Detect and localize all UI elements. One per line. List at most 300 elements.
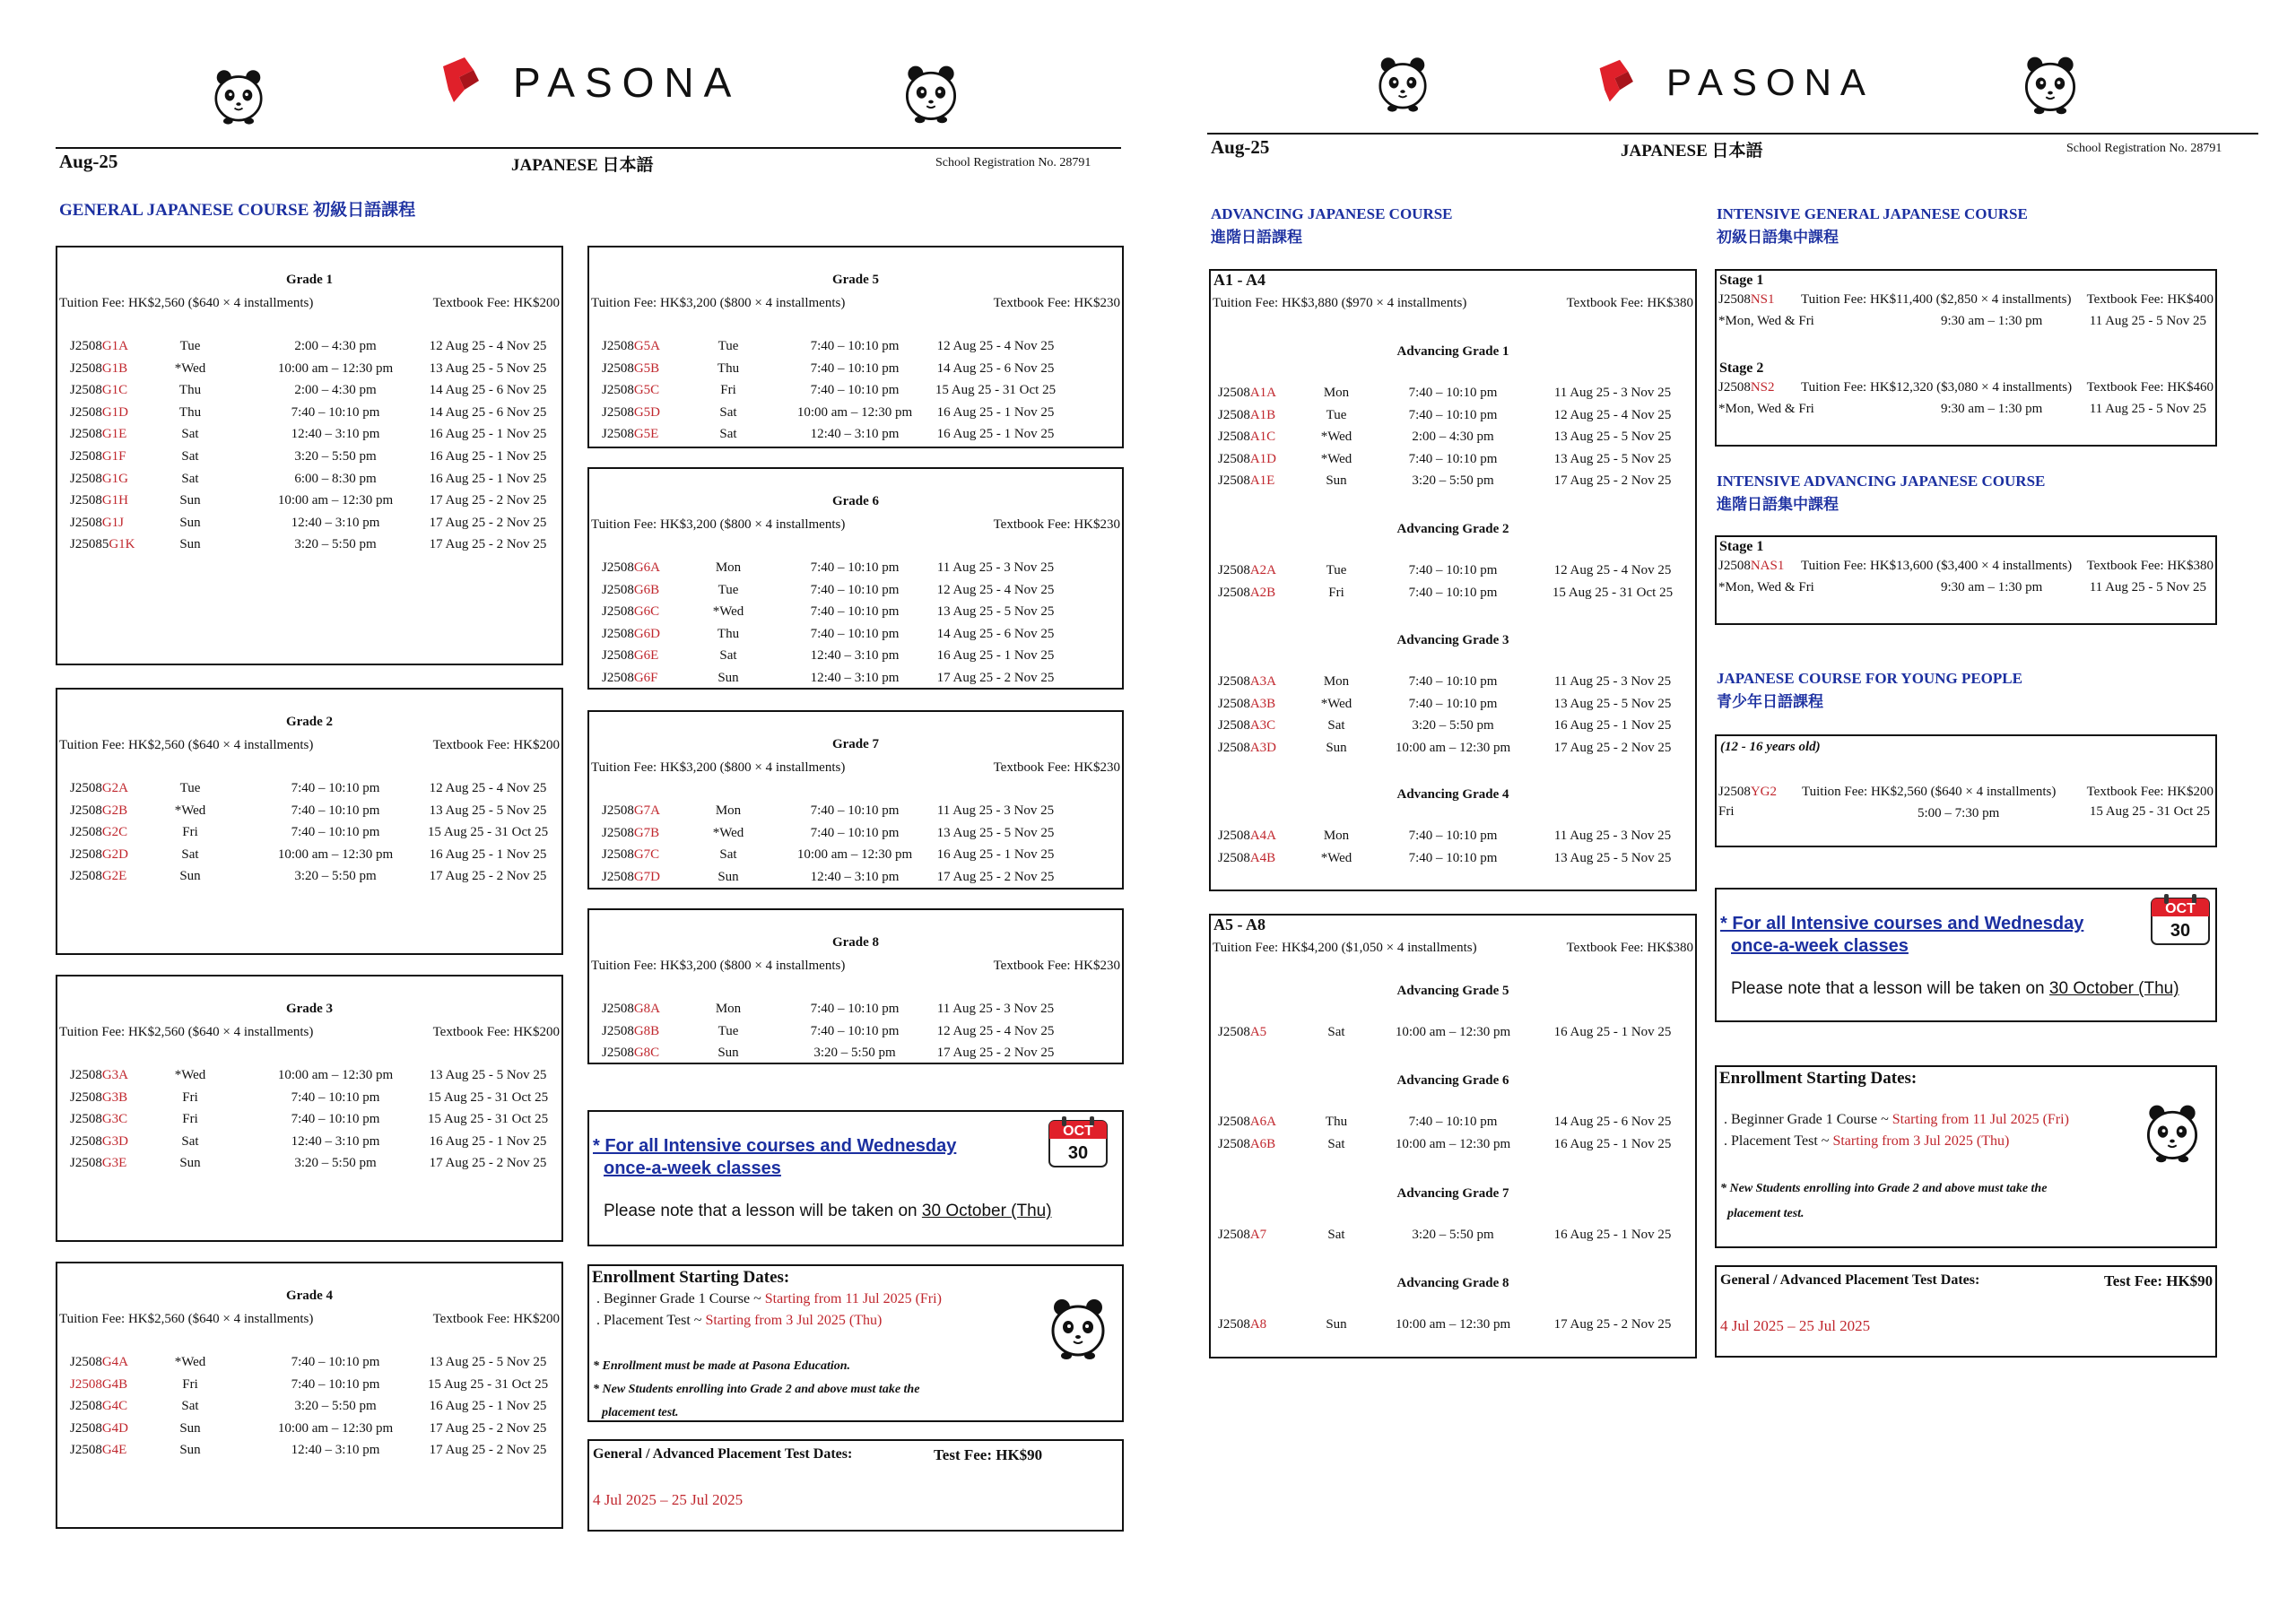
class-day: Sun [179, 869, 201, 884]
panda-writing-icon [2016, 48, 2084, 122]
class-day: Sun [179, 537, 201, 552]
panda-writing-icon [2138, 1098, 2206, 1169]
class-dates: 15 Aug 25 - 31 Oct 25 [427, 1376, 549, 1392]
class-code [1218, 1025, 1266, 1040]
notice-box [587, 1110, 1124, 1246]
class-code-prefix: J2508 [1218, 740, 1250, 755]
class-day: Sun [179, 1443, 201, 1458]
class-code [70, 516, 124, 531]
class-dates: 13 Aug 25 - 5 Nov 25 [429, 1355, 547, 1369]
table-row [589, 405, 1122, 423]
table-row [1211, 718, 1695, 736]
table-row [57, 803, 561, 821]
class-code-prefix: J2508 [70, 1156, 102, 1171]
class-day: Sun [718, 1046, 739, 1061]
class-code [70, 1156, 126, 1171]
class-day: Fri [182, 1089, 198, 1105]
panda-reading-icon [897, 57, 965, 131]
class-code-suffix: G3B [101, 1089, 128, 1105]
class-code-prefix: J2508 [70, 1133, 102, 1149]
class-code-prefix: J2508 [1218, 1136, 1250, 1151]
class-dates: 15 Aug 25 - 31 Oct 25 [427, 1112, 549, 1127]
class-code-prefix: J2508 [602, 582, 634, 597]
class-day: Sat [1327, 1228, 1345, 1242]
class-code-prefix: J2508 [1218, 407, 1250, 422]
enrollment-item-1-value: Starting from 11 Jul 2025 (Fri) [1892, 1112, 2069, 1127]
class-day: *Wed [174, 803, 206, 818]
enrollment-box [587, 1264, 1124, 1422]
stage-title: Stage 1 [1719, 539, 1764, 554]
stage-code [1718, 380, 1775, 395]
class-code [70, 847, 128, 863]
notice-line1: * For all Intensive courses and Wednesday [593, 1136, 957, 1156]
placement-dates: 4 Jul 2025 – 25 Jul 2025 [593, 1491, 744, 1508]
table-row [1211, 452, 1695, 470]
class-day: *Wed [174, 360, 206, 376]
class-day: *Wed [174, 1355, 206, 1369]
table-row [589, 826, 1122, 844]
class-time: 7:40 – 10:10 pm [1408, 829, 1498, 843]
textbook-fee: Textbook Fee: HK$200 [432, 296, 560, 310]
class-code-suffix: A1E [1249, 473, 1275, 489]
grade-box [587, 246, 1124, 448]
class-time: 7:40 – 10:10 pm [1408, 696, 1498, 711]
group-title: Advancing Grade 8 [1396, 1276, 1509, 1290]
textbook-fee: Textbook Fee: HK$230 [993, 760, 1120, 775]
enrollment-box [1715, 1065, 2217, 1248]
class-time: 10:00 am – 12:30 pm [277, 1068, 394, 1082]
class-time: 2:00 – 4:30 pm [1412, 430, 1494, 445]
enrollment-item-1-label: . Beginner Grade 1 Course ~ [596, 1291, 765, 1306]
group-title: Advancing Grade 4 [1396, 787, 1509, 802]
panda-writing-icon [1042, 1291, 1114, 1367]
table-row [1211, 1115, 1695, 1133]
class-code [1218, 1115, 1276, 1130]
class-code [602, 803, 660, 819]
tuition-fee: Tuition Fee: HK$4,200 ($1,050 × 4 installments) [1213, 941, 1477, 955]
class-day: Sat [1327, 1136, 1345, 1151]
class-code-suffix: G1H [101, 493, 129, 508]
class-code-prefix: J25085 [70, 537, 109, 552]
class-code-suffix: A2B [1249, 585, 1276, 600]
class-time: 7:40 – 10:10 pm [810, 560, 900, 575]
calendar-icon [1047, 1115, 1109, 1169]
table-row [57, 472, 561, 490]
enrollment-item-1 [596, 1291, 942, 1307]
class-code-suffix: G1F [101, 449, 126, 464]
placement-dates: 4 Jul 2025 – 25 Jul 2025 [1720, 1317, 1871, 1334]
class-code-suffix: A4A [1249, 829, 1277, 843]
class-code-suffix: G1K [109, 537, 135, 552]
class-code-prefix: J2508 [70, 471, 102, 486]
class-code-suffix: J2508G4B [70, 1376, 128, 1392]
class-time: 7:40 – 10:10 pm [291, 1355, 380, 1369]
class-code-suffix: A3A [1249, 674, 1277, 689]
class-dates: 17 Aug 25 - 2 Nov 25 [1553, 740, 1672, 755]
table-row [57, 427, 561, 445]
textbook-fee: Textbook Fee: HK$230 [993, 517, 1120, 532]
calendar-day: 30 [2170, 921, 2191, 941]
class-day: Fri [182, 1112, 198, 1127]
class-code [70, 537, 135, 552]
class-dates: 13 Aug 25 - 5 Nov 25 [936, 825, 1055, 840]
class-day: Sat [1327, 718, 1345, 733]
placement-fee: Test Fee: HK$90 [2104, 1272, 2213, 1289]
pasona-logo-icon [1595, 52, 1645, 111]
stage-fee-row [1717, 380, 2215, 398]
class-code-suffix: G8B [633, 1023, 660, 1038]
class-dates: 11 Aug 25 - 5 Nov 25 [2089, 402, 2206, 416]
class-code [70, 339, 128, 354]
grade-box [587, 908, 1124, 1064]
class-time: 7:40 – 10:10 pm [291, 1376, 380, 1392]
class-dates: 11 Aug 25 - 5 Nov 25 [2089, 580, 2206, 595]
placement-box [587, 1439, 1124, 1532]
table-row [589, 847, 1122, 865]
class-code-suffix: A1D [1249, 451, 1277, 466]
enrollment-item-2-label: . Placement Test ~ [596, 1313, 706, 1328]
section-title: GENERAL JAPANESE COURSE 初級日語課程 [59, 201, 416, 220]
class-code-suffix: A4B [1249, 850, 1276, 865]
class-code [70, 1421, 128, 1436]
class-dates: 14 Aug 25 - 6 Nov 25 [1553, 1115, 1672, 1129]
class-code-prefix: J2508 [602, 1046, 634, 1061]
class-dates: 12 Aug 25 - 4 Nov 25 [429, 781, 547, 795]
class-code [70, 1443, 126, 1458]
header-subject: JAPANESE 日本語 [1621, 142, 1763, 161]
class-code [70, 1399, 127, 1414]
class-code-prefix: J2508 [70, 1399, 102, 1414]
class-dates: 15 Aug 25 - 31 Oct 25 [1552, 585, 1674, 600]
class-time: 6:00 – 8:30 pm [294, 471, 377, 486]
young-code-prefix: J2508 [1718, 785, 1751, 799]
class-code [602, 1046, 659, 1061]
right-page [1148, 0, 2296, 1623]
class-code-suffix: G2A [101, 781, 129, 795]
class-dates: 11 Aug 25 - 3 Nov 25 [936, 803, 1055, 818]
class-code-prefix: J2508 [602, 427, 634, 442]
class-day: Sun [718, 869, 739, 884]
enrollment-item-2-value: Starting from 3 Jul 2025 (Thu) [705, 1313, 883, 1328]
class-day: Tue [1326, 407, 1347, 422]
class-time: 10:00 am – 12:30 pm [796, 404, 913, 420]
class-code-prefix: J2508 [1218, 696, 1250, 711]
class-code [70, 825, 127, 840]
table-row [589, 339, 1122, 357]
fee-line [591, 959, 1120, 976]
class-code-suffix: G4D [101, 1420, 129, 1436]
class-code-suffix: G1E [101, 427, 127, 442]
class-code-suffix: G5B [633, 360, 660, 376]
advancing-box [1209, 914, 1697, 1358]
class-code-suffix: G5D [633, 404, 661, 420]
table-row [1211, 408, 1695, 426]
header-date: Aug-25 [1211, 136, 1270, 158]
class-dates: 11 Aug 25 - 3 Nov 25 [936, 560, 1055, 575]
class-dates: 14 Aug 25 - 6 Nov 25 [429, 404, 547, 420]
group-title: Advancing Grade 1 [1396, 344, 1509, 359]
tuition-fee: Tuition Fee: HK$3,200 ($800 × 4 installments) [591, 517, 846, 532]
class-code-suffix: G6E [633, 648, 659, 664]
class-code-suffix: G6C [633, 604, 660, 620]
class-dates: 15 Aug 25 - 31 Oct 25 [427, 825, 549, 840]
class-code-prefix: J2508 [602, 648, 634, 664]
grade-title: Grade 6 [831, 494, 880, 508]
table-row [589, 604, 1122, 622]
class-code-suffix: G5C [633, 383, 660, 398]
class-code [1218, 563, 1276, 578]
class-code [70, 472, 128, 487]
class-code-prefix: J2508 [70, 339, 102, 353]
class-code-suffix: G3E [101, 1156, 127, 1171]
table-row [589, 648, 1122, 666]
placement-label: General / Advanced Placement Test Dates: [593, 1446, 853, 1462]
class-time: 12:40 – 3:10 pm [810, 869, 900, 884]
class-time: 7:40 – 10:10 pm [291, 404, 380, 420]
class-day: Sat [719, 847, 737, 863]
class-dates: 13 Aug 25 - 5 Nov 25 [1553, 850, 1672, 865]
class-code [602, 583, 659, 598]
class-code-prefix: J2508 [70, 1420, 102, 1436]
class-time: 2:00 – 4:30 pm [294, 339, 377, 353]
table-row [589, 870, 1122, 888]
class-day: Sun [179, 493, 201, 508]
class-code-prefix: J2508 [602, 560, 634, 575]
class-dates: 12 Aug 25 - 4 Nov 25 [936, 582, 1055, 597]
table-row [1211, 563, 1695, 581]
class-time: 10:00 am – 12:30 pm [277, 493, 394, 508]
class-day: *Mon, Wed & Fri [1718, 314, 1814, 328]
notice-box [1715, 888, 2217, 1022]
class-code-prefix: J2508 [602, 803, 634, 818]
class-dates: 12 Aug 25 - 4 Nov 25 [936, 339, 1055, 353]
advancing-title-zh: 進階日語課程 [1211, 229, 1302, 246]
class-day: Mon [1323, 386, 1350, 400]
class-code-suffix: G5A [633, 339, 661, 353]
table-row [1211, 1228, 1695, 1245]
class-code-suffix: G1G [101, 471, 129, 486]
class-day: Mon [715, 560, 742, 575]
pasona-logo-icon [438, 49, 491, 112]
class-day: Sun [179, 515, 201, 530]
class-code [70, 869, 126, 884]
class-time: 7:40 – 10:10 pm [1408, 674, 1498, 689]
class-time: 3:20 – 5:50 pm [294, 537, 377, 552]
class-code-prefix: J2508 [602, 339, 634, 353]
class-time: 7:40 – 10:10 pm [810, 825, 900, 840]
class-code-suffix: G6D [633, 626, 661, 641]
stage-schedule-row [1717, 314, 2215, 332]
class-code [602, 1024, 659, 1039]
class-code-suffix: G2C [101, 825, 128, 840]
intensive-general-title-en: INTENSIVE GENERAL JAPANESE COURSE [1717, 205, 2028, 222]
class-day: Sat [181, 449, 199, 464]
table-row [57, 516, 561, 534]
table-row [1211, 851, 1695, 869]
class-day: Fri [720, 383, 736, 398]
stage-schedule-row [1717, 402, 2215, 420]
class-day: *Mon, Wed & Fri [1718, 580, 1814, 595]
class-code-prefix: J2508 [70, 493, 102, 508]
class-time: 10:00 am – 12:30 pm [1395, 1317, 1511, 1332]
table-row [589, 803, 1122, 821]
enrollment-note-2: * New Students enrolling into Grade 2 and above must take the [593, 1383, 920, 1396]
group-title: Advancing Grade 3 [1396, 633, 1509, 647]
class-dates: 17 Aug 25 - 2 Nov 25 [429, 1156, 547, 1171]
class-code-prefix: J2508 [1718, 380, 1751, 395]
class-code-prefix: J2508 [70, 1443, 102, 1458]
table-row [57, 405, 561, 423]
textbook-fee: Textbook Fee: HK$200 [432, 738, 560, 752]
table-row [1211, 697, 1695, 715]
tuition-fee: Tuition Fee: HK$2,560 ($640 × 4 installments) [59, 296, 314, 310]
class-day: Thu [178, 404, 202, 420]
class-code-suffix: A1C [1249, 430, 1276, 445]
table-row [589, 1002, 1122, 1020]
class-dates: 17 Aug 25 - 2 Nov 25 [429, 1443, 547, 1458]
young-code-suffix: YG2 [1750, 785, 1778, 799]
class-code-suffix: G7B [633, 825, 660, 840]
table-row [57, 537, 561, 555]
class-day: Tue [718, 339, 739, 353]
intensive-advancing-title [1717, 470, 2045, 516]
table-row [1211, 829, 1695, 846]
class-day: Sat [1327, 1025, 1345, 1039]
class-code-prefix: J2508 [1218, 1025, 1250, 1039]
stage-code [1718, 559, 1784, 574]
class-dates: 14 Aug 25 - 6 Nov 25 [429, 383, 547, 398]
class-dates: 16 Aug 25 - 1 Nov 25 [429, 1399, 547, 1414]
intensive-advancing-table [1715, 535, 2217, 625]
young-box [1715, 734, 2217, 847]
table-row [57, 1399, 561, 1417]
class-day: Tue [718, 582, 739, 597]
class-code-suffix: G3D [101, 1133, 129, 1149]
enrollment-item-2-label: . Placement Test ~ [1724, 1133, 1833, 1149]
grade-box [587, 710, 1124, 890]
header-subject: JAPANESE 日本語 [511, 156, 654, 175]
class-code-suffix: G2D [101, 846, 129, 862]
class-code [1218, 1317, 1266, 1332]
class-day: Thu [717, 626, 740, 641]
tuition-fee: Tuition Fee: HK$2,560 ($640 × 4 installments) [59, 1312, 314, 1326]
class-day: Mon [715, 803, 742, 818]
panda-mascot-icon [1370, 48, 1435, 120]
enrollment-item-2-value: Starting from 3 Jul 2025 (Thu) [1832, 1133, 2010, 1149]
textbook-fee: Textbook Fee: HK$380 [1566, 941, 1693, 955]
class-dates: 15 Aug 25 - 31 Oct 25 [935, 383, 1057, 398]
table-row [57, 781, 561, 799]
calendar-month: OCT [2165, 901, 2196, 916]
class-code-suffix: G7C [633, 847, 660, 863]
grade-title: Grade 8 [831, 935, 880, 950]
level-range: A1 - A4 [1213, 271, 1265, 289]
class-dates: 13 Aug 25 - 5 Nov 25 [429, 1068, 547, 1082]
notice-heading[interactable] [593, 1135, 956, 1180]
class-day: Thu [1325, 1115, 1348, 1129]
class-time: 3:20 – 5:50 pm [1412, 718, 1494, 733]
tuition-fee: Tuition Fee: HK$3,200 ($800 × 4 installments) [591, 760, 846, 775]
class-code-suffix: G1J [101, 515, 125, 530]
class-code-prefix: J2508 [602, 404, 634, 420]
class-code [70, 781, 128, 796]
class-code [1218, 1228, 1266, 1243]
class-time: 10:00 am – 12:30 pm [277, 360, 394, 376]
class-day: Tue [718, 1023, 739, 1038]
class-time: 7:40 – 10:10 pm [291, 1089, 380, 1105]
class-time: 7:40 – 10:10 pm [1408, 407, 1498, 422]
notice-body [604, 1202, 1052, 1221]
class-day: Sun [1326, 1317, 1347, 1332]
notice-body-text: Please note that a lesson will be taken on [604, 1202, 922, 1220]
textbook-fee: Textbook Fee: HK$380 [1566, 296, 1693, 310]
class-day: Sat [181, 427, 199, 442]
table-row [1211, 473, 1695, 491]
class-dates: 17 Aug 25 - 2 Nov 25 [429, 869, 547, 884]
level-range: A5 - A8 [1213, 916, 1265, 933]
notice-body-date: 30 October (Thu) [921, 1202, 1052, 1220]
class-code-suffix: G6B [633, 582, 660, 597]
brand-name: PASONA [1666, 61, 1874, 103]
class-code-prefix: J2508 [602, 671, 634, 685]
intensive-advancing-title-zh: 進階日語集中課程 [1717, 496, 1839, 513]
group-title: Advancing Grade 6 [1396, 1073, 1509, 1088]
class-time: 7:40 – 10:10 pm [810, 360, 900, 376]
placement-box [1715, 1265, 2217, 1358]
class-time: 7:40 – 10:10 pm [810, 1002, 900, 1016]
brand-name: PASONA [513, 59, 742, 106]
young-textbook: Textbook Fee: HK$200 [2086, 785, 2213, 799]
enrollment-item-1 [1724, 1112, 2069, 1128]
class-code-prefix: J2508 [602, 360, 634, 376]
class-code [70, 405, 128, 421]
young-day: Fri [1718, 804, 1735, 819]
class-code-prefix: J2508 [602, 1002, 634, 1016]
intensive-advancing-title-en: INTENSIVE ADVANCING JAPANESE COURSE [1717, 473, 2046, 490]
class-code [1218, 473, 1274, 489]
class-code-prefix: J2508 [1218, 451, 1250, 466]
class-day: *Wed [712, 604, 744, 620]
class-code-prefix: J2508 [602, 604, 634, 620]
table-row [57, 1112, 561, 1130]
class-time: 7:40 – 10:10 pm [1408, 451, 1498, 466]
stage-title: Stage 2 [1719, 360, 1764, 376]
class-code-prefix: J2508 [70, 1112, 102, 1127]
grade-box [587, 467, 1124, 690]
notice-line1: * For all Intensive courses and Wednesday [1720, 914, 2084, 933]
young-title [1717, 667, 2022, 714]
table-row [57, 383, 561, 401]
class-code-suffix: G2B [101, 803, 128, 818]
class-code-prefix: J2508 [1218, 386, 1250, 400]
class-code-suffix: G8C [633, 1046, 660, 1061]
class-code-prefix: J2508 [1218, 430, 1250, 445]
group-title: Advancing Grade 2 [1396, 522, 1509, 536]
class-code-suffix: G4A [101, 1355, 129, 1369]
class-code-suffix: G4C [101, 1399, 128, 1414]
class-dates: 16 Aug 25 - 1 Nov 25 [936, 427, 1055, 442]
class-dates: 15 Aug 25 - 31 Oct 25 [427, 1089, 549, 1105]
class-code [70, 383, 127, 398]
class-code [1218, 741, 1276, 756]
class-dates: 16 Aug 25 - 1 Nov 25 [1553, 718, 1672, 733]
notice-heading[interactable] [1720, 913, 2083, 958]
class-day: Mon [715, 1002, 742, 1016]
brand-logo [438, 49, 743, 121]
enrollment-item-1-label: . Beginner Grade 1 Course ~ [1724, 1112, 1892, 1127]
class-code-prefix: J2508 [1218, 718, 1250, 733]
class-dates: 12 Aug 25 - 4 Nov 25 [1553, 563, 1672, 577]
